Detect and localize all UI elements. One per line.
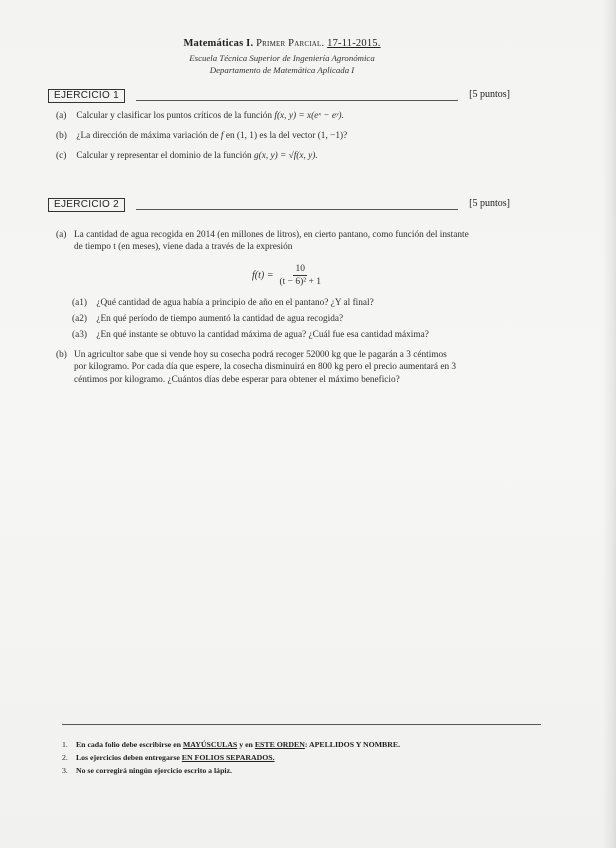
instruction-text: No se corregirá ningún ejercicio escrito a lápiz. [75, 766, 232, 775]
item-text-line1: Un agricultor sabe que si vende hoy su cosecha podrá recoger 52000 kg que le pagarán a 3 céntimos [74, 350, 447, 360]
instruction-2 [62, 751, 400, 764]
item-label: (a2) [72, 314, 87, 324]
instruction-number: 3. [62, 766, 68, 775]
page-shadow-edge [602, 0, 616, 848]
item-text-cont: en (1, 1) es la del vector (1, −1)? [225, 131, 348, 141]
exercise-2-label: EJERCICIO 2 [48, 198, 125, 212]
ex2-item-a [56, 229, 526, 254]
instruction-text: En cada folio debe escribirse en [75, 740, 181, 749]
formula-lhs: f(t) = [252, 270, 274, 281]
instruction-text: : APELLIDOS Y NOMBRE. [304, 740, 401, 749]
formula-fraction [279, 264, 321, 287]
item-label: (a1) [72, 298, 87, 308]
item-text-line2: de tiempo t (en meses), viene dada a través de la expresión [74, 242, 293, 253]
item-text-line1: La cantidad de agua recogida en 2014 (en millones de litros), en cierto pantano, como función del instante [74, 230, 469, 240]
item-formula: f(x, y) = x(eˣ − eʸ). [274, 111, 344, 121]
instruction-emphasis: MAYÚSCULAS [182, 740, 238, 749]
item-label: (c) [56, 151, 67, 161]
exercise-2-header [48, 198, 510, 212]
exercise-1-divider [136, 100, 458, 101]
formula-f-t [252, 264, 321, 287]
ex2-item-a3 [72, 329, 429, 341]
exercise-1-label: EJERCICIO 1 [48, 89, 125, 103]
item-label: (b) [56, 131, 67, 141]
instruction-number: 1. [62, 740, 68, 749]
ex2-item-b [56, 349, 526, 386]
instruction-emphasis: ESTE ORDEN [254, 740, 305, 749]
formula-numerator: 10 [295, 264, 305, 274]
exam-header [0, 38, 564, 76]
ex1-item-c [56, 150, 318, 162]
formula-denominator: (t − 6)² + 1 [279, 277, 321, 287]
exercise-1-points: [5 puntos] [469, 89, 510, 100]
item-label: (a) [56, 111, 67, 121]
ex1-item-a [56, 110, 344, 122]
exam-title [0, 38, 564, 49]
instructions-list [62, 738, 400, 777]
item-text: ¿En qué instante se obtuvo la cantidad máxima de agua? ¿Cuál fue esa cantidad máxima? [96, 330, 429, 340]
title-date: 17-11-2015. [327, 38, 381, 49]
instruction-emphasis: EN FOLIOS SEPARADOS. [181, 753, 275, 762]
instruction-3 [62, 764, 400, 777]
item-label: (a3) [72, 330, 87, 340]
instruction-1 [62, 738, 400, 751]
exercise-1-header [48, 89, 510, 103]
item-text: Calcular y clasificar los puntos críticos de la función [76, 111, 273, 121]
instruction-number: 2. [62, 753, 68, 762]
exercise-2-points: [5 puntos] [469, 198, 510, 209]
item-function-name: f [220, 131, 224, 141]
item-label: (b) [56, 350, 67, 360]
exercise-2-divider [136, 209, 458, 210]
instruction-text: Los ejercicios deben entregarse [75, 753, 180, 762]
item-label: (a) [56, 230, 67, 240]
item-text: ¿Qué cantidad de agua había a principio de año en el pantano? ¿Y al final? [96, 298, 374, 308]
item-text: ¿En qué período de tiempo aumentó la cantidad de agua recogida? [96, 314, 344, 324]
school-name: Escuela Técnica Superior de Ingeniería Agronómica [189, 53, 375, 63]
ex2-item-a1 [72, 297, 374, 309]
footer-rule [62, 724, 541, 725]
department-name: Departamento de Matemática Aplicada I [209, 64, 355, 75]
item-text-line3: céntimos por kilogramo. ¿Cuántos días debe esperar para obtener el máximo beneficio? [74, 374, 400, 385]
title-exam-type: Primer Parcial. [256, 38, 325, 49]
item-formula: g(x, y) = √f(x, y). [253, 151, 318, 161]
instruction-text: y en [239, 740, 253, 749]
title-subject: Matemáticas I. [183, 38, 254, 49]
item-text-line2: por kilogramo. Por cada día que espere, la cosecha disminuirá en 800 kg pero el precio aumentará en 3 [74, 362, 457, 373]
item-text: Calcular y representar el dominio de la función [76, 151, 252, 161]
ex1-item-b [56, 130, 347, 142]
ex2-item-a2 [72, 313, 343, 325]
item-text: ¿La dirección de máxima variación de [76, 131, 219, 141]
